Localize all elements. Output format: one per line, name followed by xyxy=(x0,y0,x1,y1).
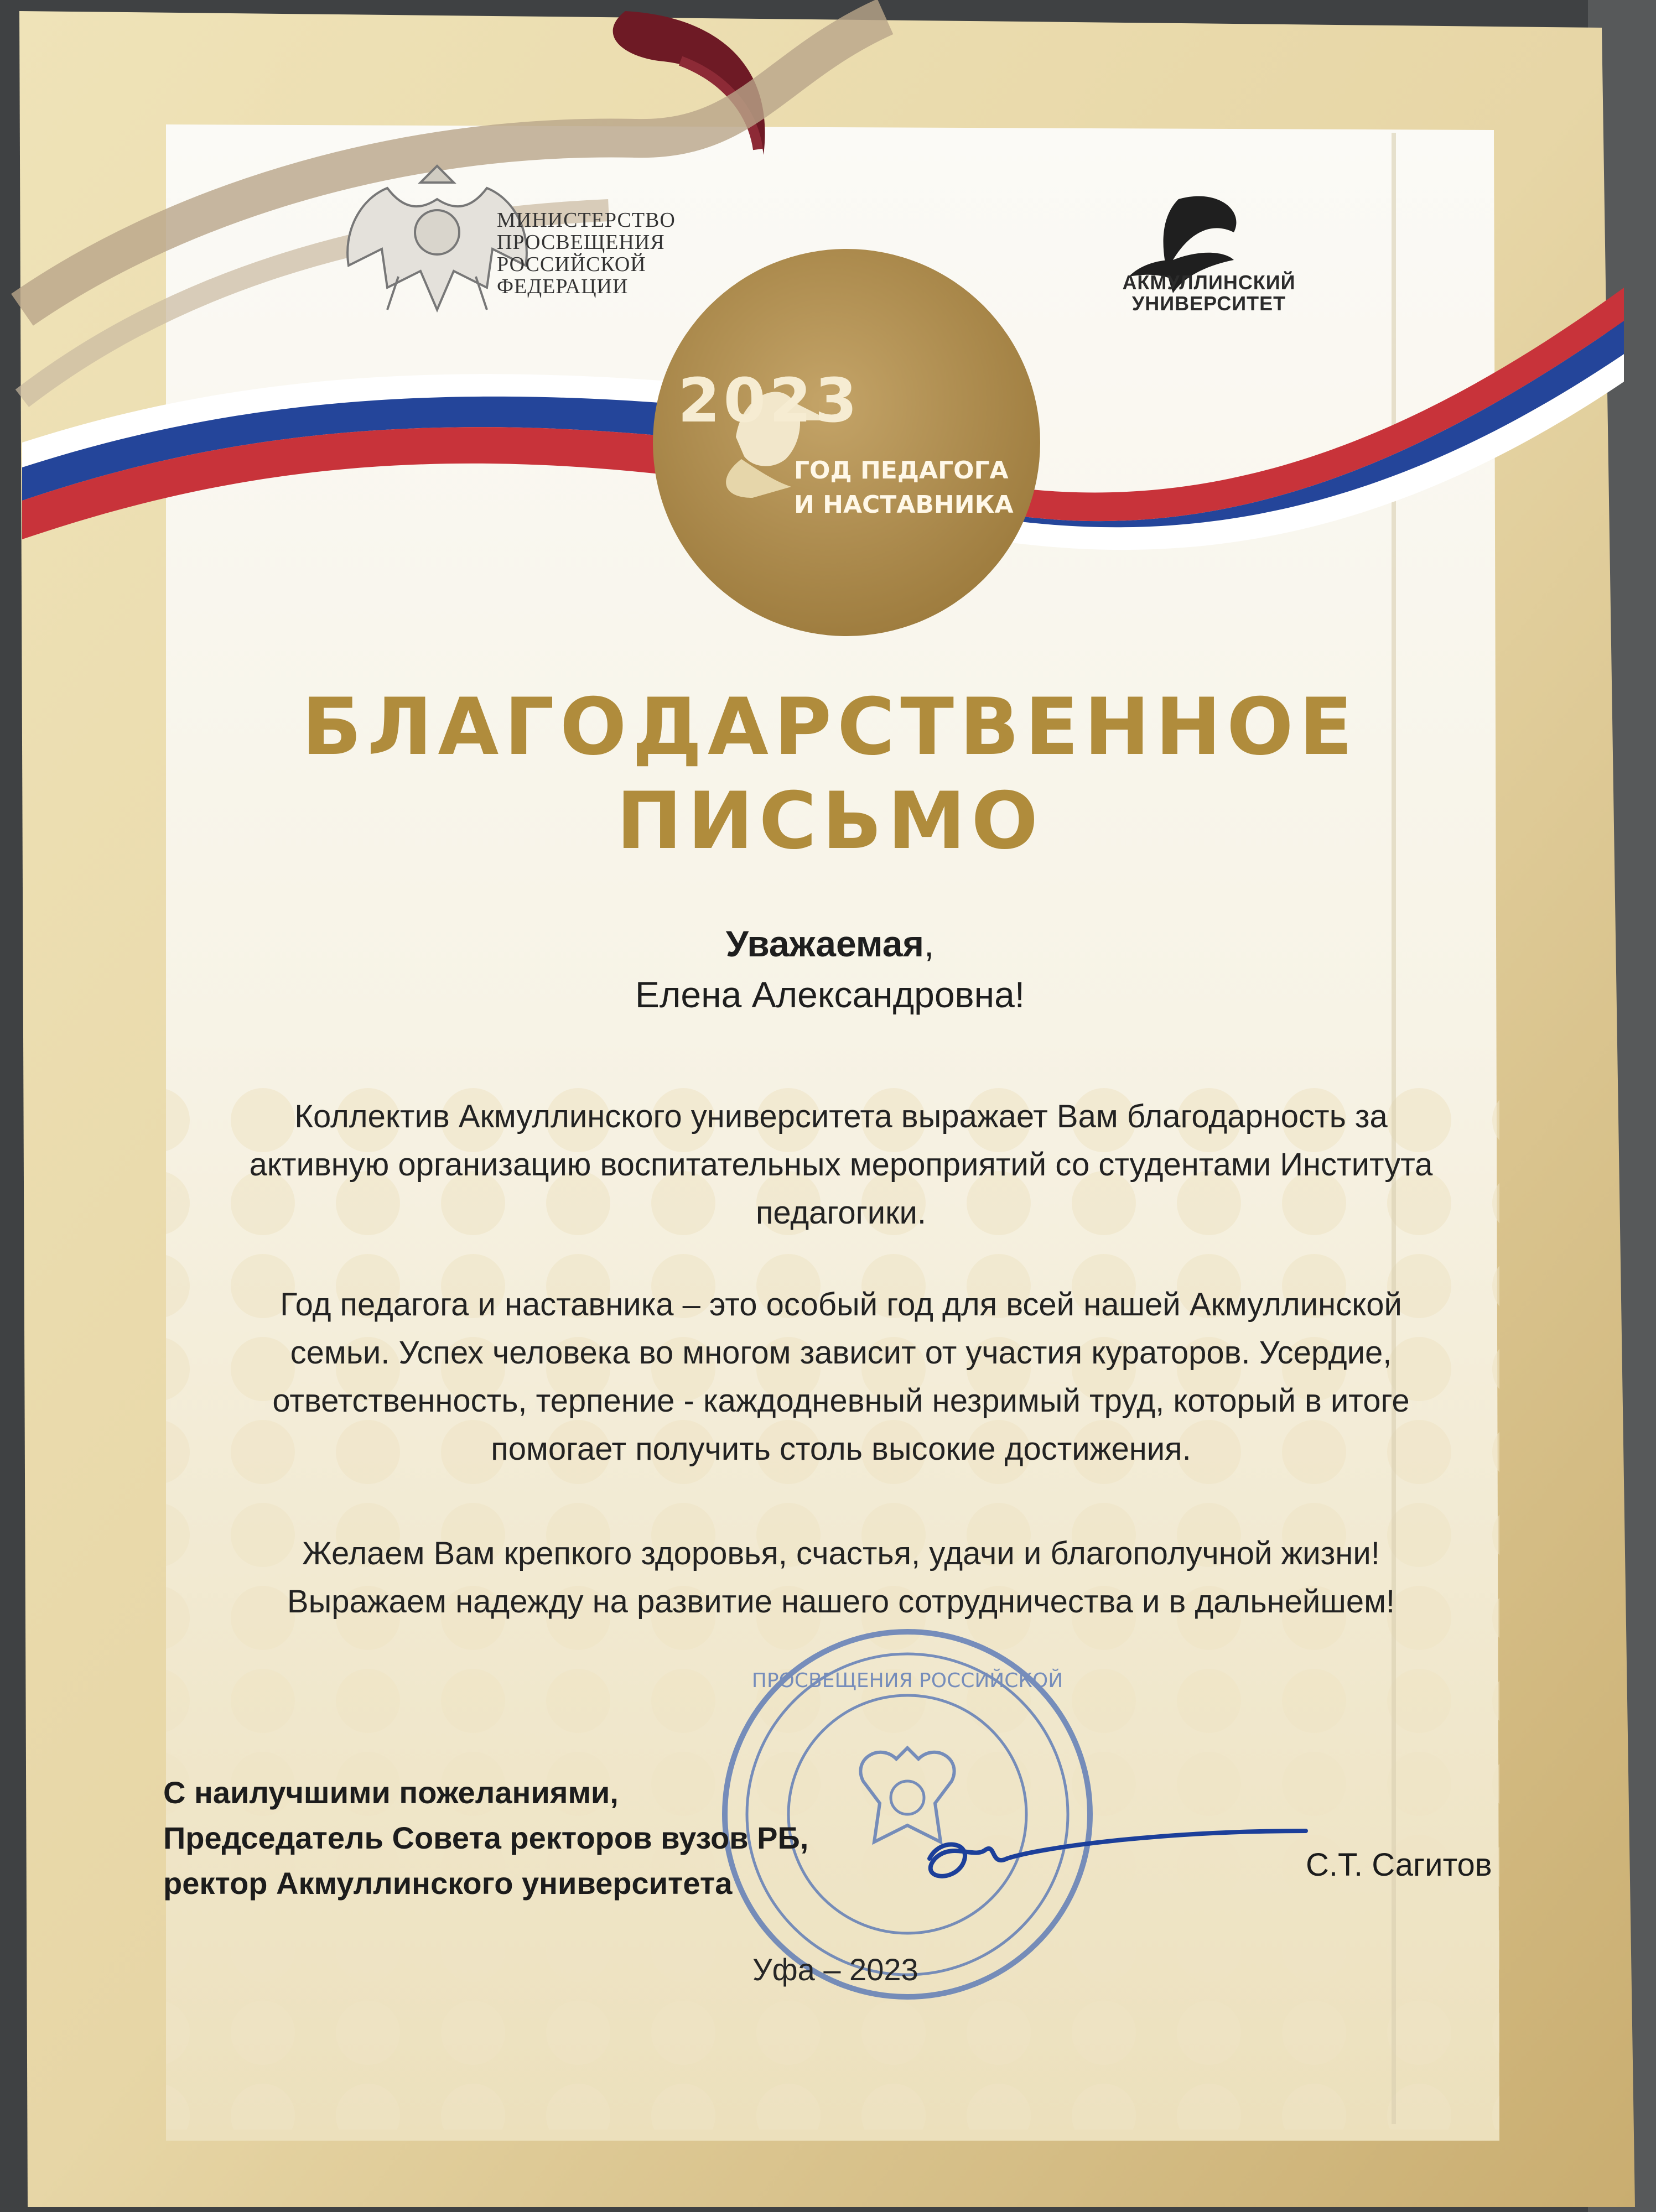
ministry-name xyxy=(497,209,729,298)
city-year: Уфа – 2023 xyxy=(752,1952,918,1987)
year-emblem-circle xyxy=(653,249,1040,636)
signer-position: Председатель Совета ректоров вузов РБ, xyxy=(163,1820,809,1855)
body-line: семьи. Успех человека во многом зависит от участия кураторов. Усердие, xyxy=(290,1335,1392,1371)
body-line: Коллектив Акмуллинского университета выражает Вам благодарность за xyxy=(294,1099,1388,1134)
body-line: помогает получить столь высокие достижения. xyxy=(491,1431,1191,1467)
emblem-caption xyxy=(794,454,1026,522)
title-line-1: БЛАГОДАРСТВЕННОЕ xyxy=(302,681,1358,773)
signer-name: С.Т. Сагитов xyxy=(1306,1847,1492,1883)
title-line-2: ПИСЬМО xyxy=(616,775,1044,867)
svg-text:ПРОСВЕЩЕНИЯ РОССИЙСКОЙ: ПРОСВЕЩЕНИЯ РОССИЙСКОЙ xyxy=(751,1669,1063,1692)
body-line: Желаем Вам крепкого здоровья, счастья, удачи и благополучной жизни! xyxy=(302,1536,1380,1571)
body-paragraph-1 xyxy=(183,1092,1499,1237)
body-paragraph-3 xyxy=(183,1529,1499,1626)
university-line: АКМУЛЛИНСКИЙ xyxy=(1122,271,1296,294)
greeting-name: Елена Александровна! xyxy=(635,974,1025,1015)
body-line: педагогики. xyxy=(755,1195,927,1231)
signer-position: ректор Акмуллинского университета xyxy=(163,1866,733,1901)
ministry-line: МИНИСТЕРСТВО xyxy=(497,209,676,232)
university-name xyxy=(1098,272,1320,314)
ministry-line: ФЕДЕРАЦИИ xyxy=(497,275,629,298)
body-paragraph-2 xyxy=(183,1281,1499,1473)
signature-block xyxy=(163,1770,938,1906)
greeting-salutation xyxy=(387,918,1273,969)
body-line: Выражаем надежду на развитие нашего сотрудничества и в дальнейшем! xyxy=(287,1584,1395,1620)
salutation-word: Уважаемая xyxy=(725,923,924,964)
university-line: УНИВЕРСИТЕТ xyxy=(1131,292,1286,315)
ministry-line: ПРОСВЕЩЕНИЯ xyxy=(497,231,665,254)
ministry-line: РОССИЙСКОЙ xyxy=(497,253,646,276)
emblem-line: И НАСТАВНИКА xyxy=(794,491,1014,519)
body-line: Год педагога и наставника – это особый год для всей нашей Акмуллинской xyxy=(280,1287,1402,1323)
salutation-comma: , xyxy=(923,923,935,964)
greeting xyxy=(387,918,1273,1020)
letter-title xyxy=(221,680,1439,868)
closing-line: С наилучшими пожеланиями, xyxy=(163,1775,619,1810)
body-line: ответственность, терпение - каждодневный незримый труд, который в итоге xyxy=(272,1383,1410,1419)
emblem-year: 2023 xyxy=(678,365,861,436)
body-line: активную организацию воспитательных мероприятий со студентами Института xyxy=(249,1147,1433,1183)
emblem-line: ГОД ПЕДАГОГА xyxy=(794,456,1009,485)
